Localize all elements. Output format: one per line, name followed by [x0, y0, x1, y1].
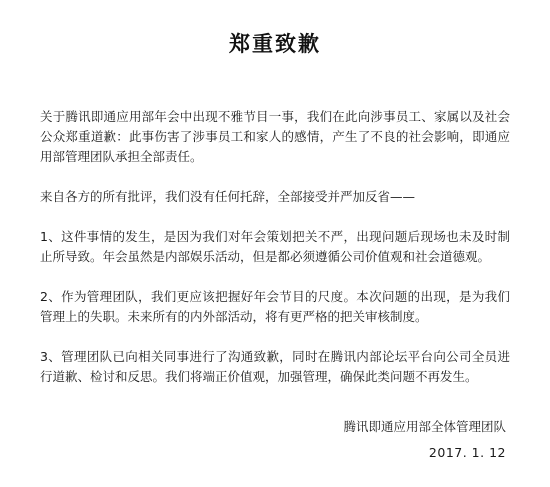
- paragraph-intro: 关于腾讯即通应用部年会中出现不雅节目一事，我们在此向涉事员工、家属以及社会公众郑重道歉：此事伤害了涉事员工和家人的感情，产生了不良的社会影响，即通应用部管理团队承担全部责任。: [40, 109, 510, 164]
- paragraph-point-2: 2、作为管理团队，我们更应该把握好年会节目的尺度。本次问题的出现，是为我们管理上的失职。未来所有的内外部活动，将有更严格的把关审核制度。: [40, 289, 510, 324]
- letter-title: 郑重致歉: [229, 32, 321, 56]
- paragraph-point-3: 3、管理团队已向相关同事进行了沟通致歉，同时在腾讯内部论坛平台向公司全员进行道歉、检讨和反思。我们将端正价值观，加强管理，确保此类问题不再发生。: [40, 349, 510, 384]
- signature: 腾讯即通应用部全体管理团队: [343, 419, 506, 434]
- paragraph-point-1: 1、这件事情的发生，是因为我们对年会策划把关不严，出现问题后现场也未及时制止所导致。年会虽然是内部娱乐活动，但是都必须遵循公司价值观和社会道德观。: [40, 229, 510, 264]
- paragraph-acceptance: 来自各方的所有批评，我们没有任何托辞，全部接受并严加反省——: [40, 189, 416, 204]
- signature-date: 2017. 1. 12: [428, 445, 506, 460]
- letter-body: [40, 107, 510, 407]
